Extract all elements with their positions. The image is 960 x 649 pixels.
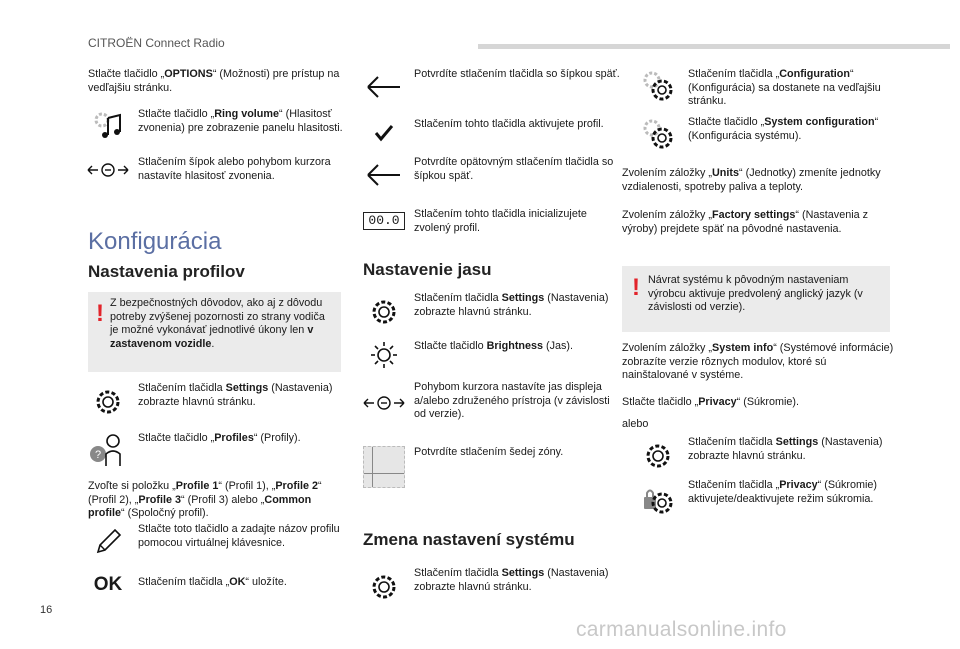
factory-warning-box	[622, 266, 890, 332]
system-configuration-text: Stlačte tlačidlo „System configuration“ (Konfigurácia systému).	[688, 116, 879, 142]
reset-icon: 00.0	[363, 212, 405, 230]
reset-row	[358, 208, 620, 235]
profiles-text: Stlačte tlačidlo „Profiles“ (Profily).	[138, 432, 301, 444]
checkmark-icon	[358, 118, 410, 142]
subsection-title: Nastavenia profilov	[88, 262, 245, 281]
system-section-title: Zmena nastavení systému	[363, 530, 575, 549]
checkmark-text: Stlačením tohto tlačidla aktivujete profil.	[414, 118, 604, 130]
arrows-text: Stlačením šípok alebo pohybom kurzora nastavíte hlasitosť zvonenia.	[138, 156, 331, 182]
pencil-row	[82, 523, 344, 557]
settings-text: Stlačením tlačidla Settings (Nastavenia) zobrazte hlavnú stránku.	[138, 382, 333, 408]
header-brand: CITROËN Connect Radio	[88, 36, 225, 50]
warning-icon: !	[96, 300, 104, 327]
settings-row	[82, 382, 344, 416]
brightness-settings-text: Stlačením tlačidla Settings (Nastavenia) zobrazte hlavnú stránku.	[414, 292, 609, 318]
back-arrow-text-2: Potvrdíte opätovným stlačením tlačidla so šípkou späť.	[414, 156, 614, 182]
brightness-settings-row	[358, 292, 620, 326]
system-configuration-row	[632, 116, 894, 152]
arrows-cursor-icon	[358, 381, 410, 413]
brightness-cursor-text: Pohybom kurzora nastavíte jas displeja a/alebo združeného prístroja (v závislosti od verzie).	[414, 381, 610, 421]
configuration-text: Stlačením tlačidla „Configuration“ (Konfigurácia) sa dostanete na vedľajšiu stránku.	[688, 68, 881, 108]
factory-text: Zvolením záložky „Factory settings“ (Nastavenia z výroby) prejdete späť na pôvodné nastavenia.	[622, 209, 869, 235]
gear-icon	[82, 382, 134, 416]
units-text: Zvolením záložky „Units“ (Jednotky) zmeníte jednotky vzdialenosti, spotreby paliva a teploty.	[622, 167, 881, 193]
intro-options-text: Stlačte tlačidlo „OPTIONS“ (Možnosti) pre prístup na vedľajšiu stránku.	[88, 68, 340, 94]
warning-box	[88, 292, 341, 372]
watermark: carmanualsonline.info	[576, 618, 787, 641]
configuration-row	[632, 68, 894, 109]
gear-icon	[632, 436, 684, 470]
page-number: 16	[40, 604, 53, 616]
grey-zone-icon	[363, 446, 405, 488]
system-settings-text: Stlačením tlačidla Settings (Nastavenia) zobrazte hlavnú stránku.	[414, 567, 609, 593]
music-gear-icon	[82, 108, 134, 140]
back-arrow-row-1	[358, 68, 620, 102]
warning-icon: !	[632, 274, 640, 301]
lock-gear-icon	[632, 479, 684, 519]
ok-row	[82, 576, 344, 596]
privacy-toggle-text: Stlačením tlačidla „Privacy“ (Súkromie) aktivujete/deaktivujete režim súkromia.	[688, 479, 878, 505]
choose-profile-text: Zvoľte si položku „Profile 1“ (Profil 1), „Profile 2“ (Profil 2), „Profile 3“ (Profil 3) alebo „Common profile“ (Spoločný profil).	[88, 480, 322, 520]
privacy-settings-text: Stlačením tlačidla Settings (Nastavenia) zobrazte hlavnú stránku.	[688, 436, 883, 462]
gear-icon	[358, 292, 410, 326]
profiles-row	[82, 432, 344, 468]
double-gear-icon	[632, 68, 684, 104]
arrows-cursor-icon	[82, 156, 134, 180]
gear-icon	[358, 567, 410, 601]
privacy-toggle-row	[632, 479, 894, 519]
ok-text: Stlačením tlačidla „OK“ uložíte.	[138, 576, 287, 588]
brightness-icon	[358, 340, 410, 370]
privacy-settings-row	[632, 436, 894, 470]
back-arrow-icon	[358, 156, 410, 190]
pencil-icon	[82, 523, 134, 557]
section-title: Konfigurácia	[88, 228, 222, 255]
pencil-text: Stlačte toto tlačidlo a zadajte názov profilu pomocou virtuálnej klávesnice.	[138, 523, 340, 549]
ok-icon: OK	[93, 574, 123, 595]
brightness-cursor-row	[358, 381, 620, 422]
alebo-text: alebo	[622, 418, 649, 430]
back-arrow-row-2	[358, 156, 620, 190]
system-settings-row	[358, 567, 620, 601]
arrows-row	[82, 156, 344, 183]
privacy-text: Stlačte tlačidlo „Privacy“ (Súkromie).	[622, 396, 800, 408]
grey-zone-text: Potvrdíte stlačením šedej zóny.	[414, 446, 564, 458]
warning-text: Z bezpečnostných dôvodov, ako aj z dôvodu potreby zvýšenej pozornosti zo strany vodiča je možné vykonávať jednotlivé úkony len v zastavenom vozidle.	[110, 297, 325, 350]
ring-volume-row	[82, 108, 344, 140]
sysinfo-text: Zvolením záložky „System info“ (Systémové informácie) zobrazíte verzie rôznych modulov, ktoré sú nainštalované v systéme.	[622, 342, 894, 382]
brightness-row	[358, 340, 620, 370]
header-bar	[478, 44, 950, 49]
ring-volume-text: Stlačte tlačidlo „Ring volume“ (Hlasitosť zvonenia) pre zobrazenie panelu hlasitosti.	[138, 108, 343, 134]
back-arrow-icon	[358, 68, 410, 102]
checkmark-row	[358, 118, 620, 142]
brightness-section-title: Nastavenie jasu	[363, 260, 492, 279]
profile-icon	[82, 432, 134, 468]
grey-zone-row	[358, 446, 620, 488]
svg-text:?: ?	[94, 449, 102, 461]
brightness-text: Stlačte tlačidlo Brightness (Jas).	[414, 340, 574, 352]
double-gear-icon	[632, 116, 684, 152]
factory-warning-text: Návrat systému k pôvodným nastaveniam výrobcu aktivuje predvolený anglický jazyk (v závislosti od verzie).	[648, 274, 863, 314]
reset-text: Stlačením tohto tlačidla inicializujete zvolený profil.	[414, 208, 587, 234]
back-arrow-text-1: Potvrdíte stlačením tlačidla so šípkou späť.	[414, 68, 620, 80]
